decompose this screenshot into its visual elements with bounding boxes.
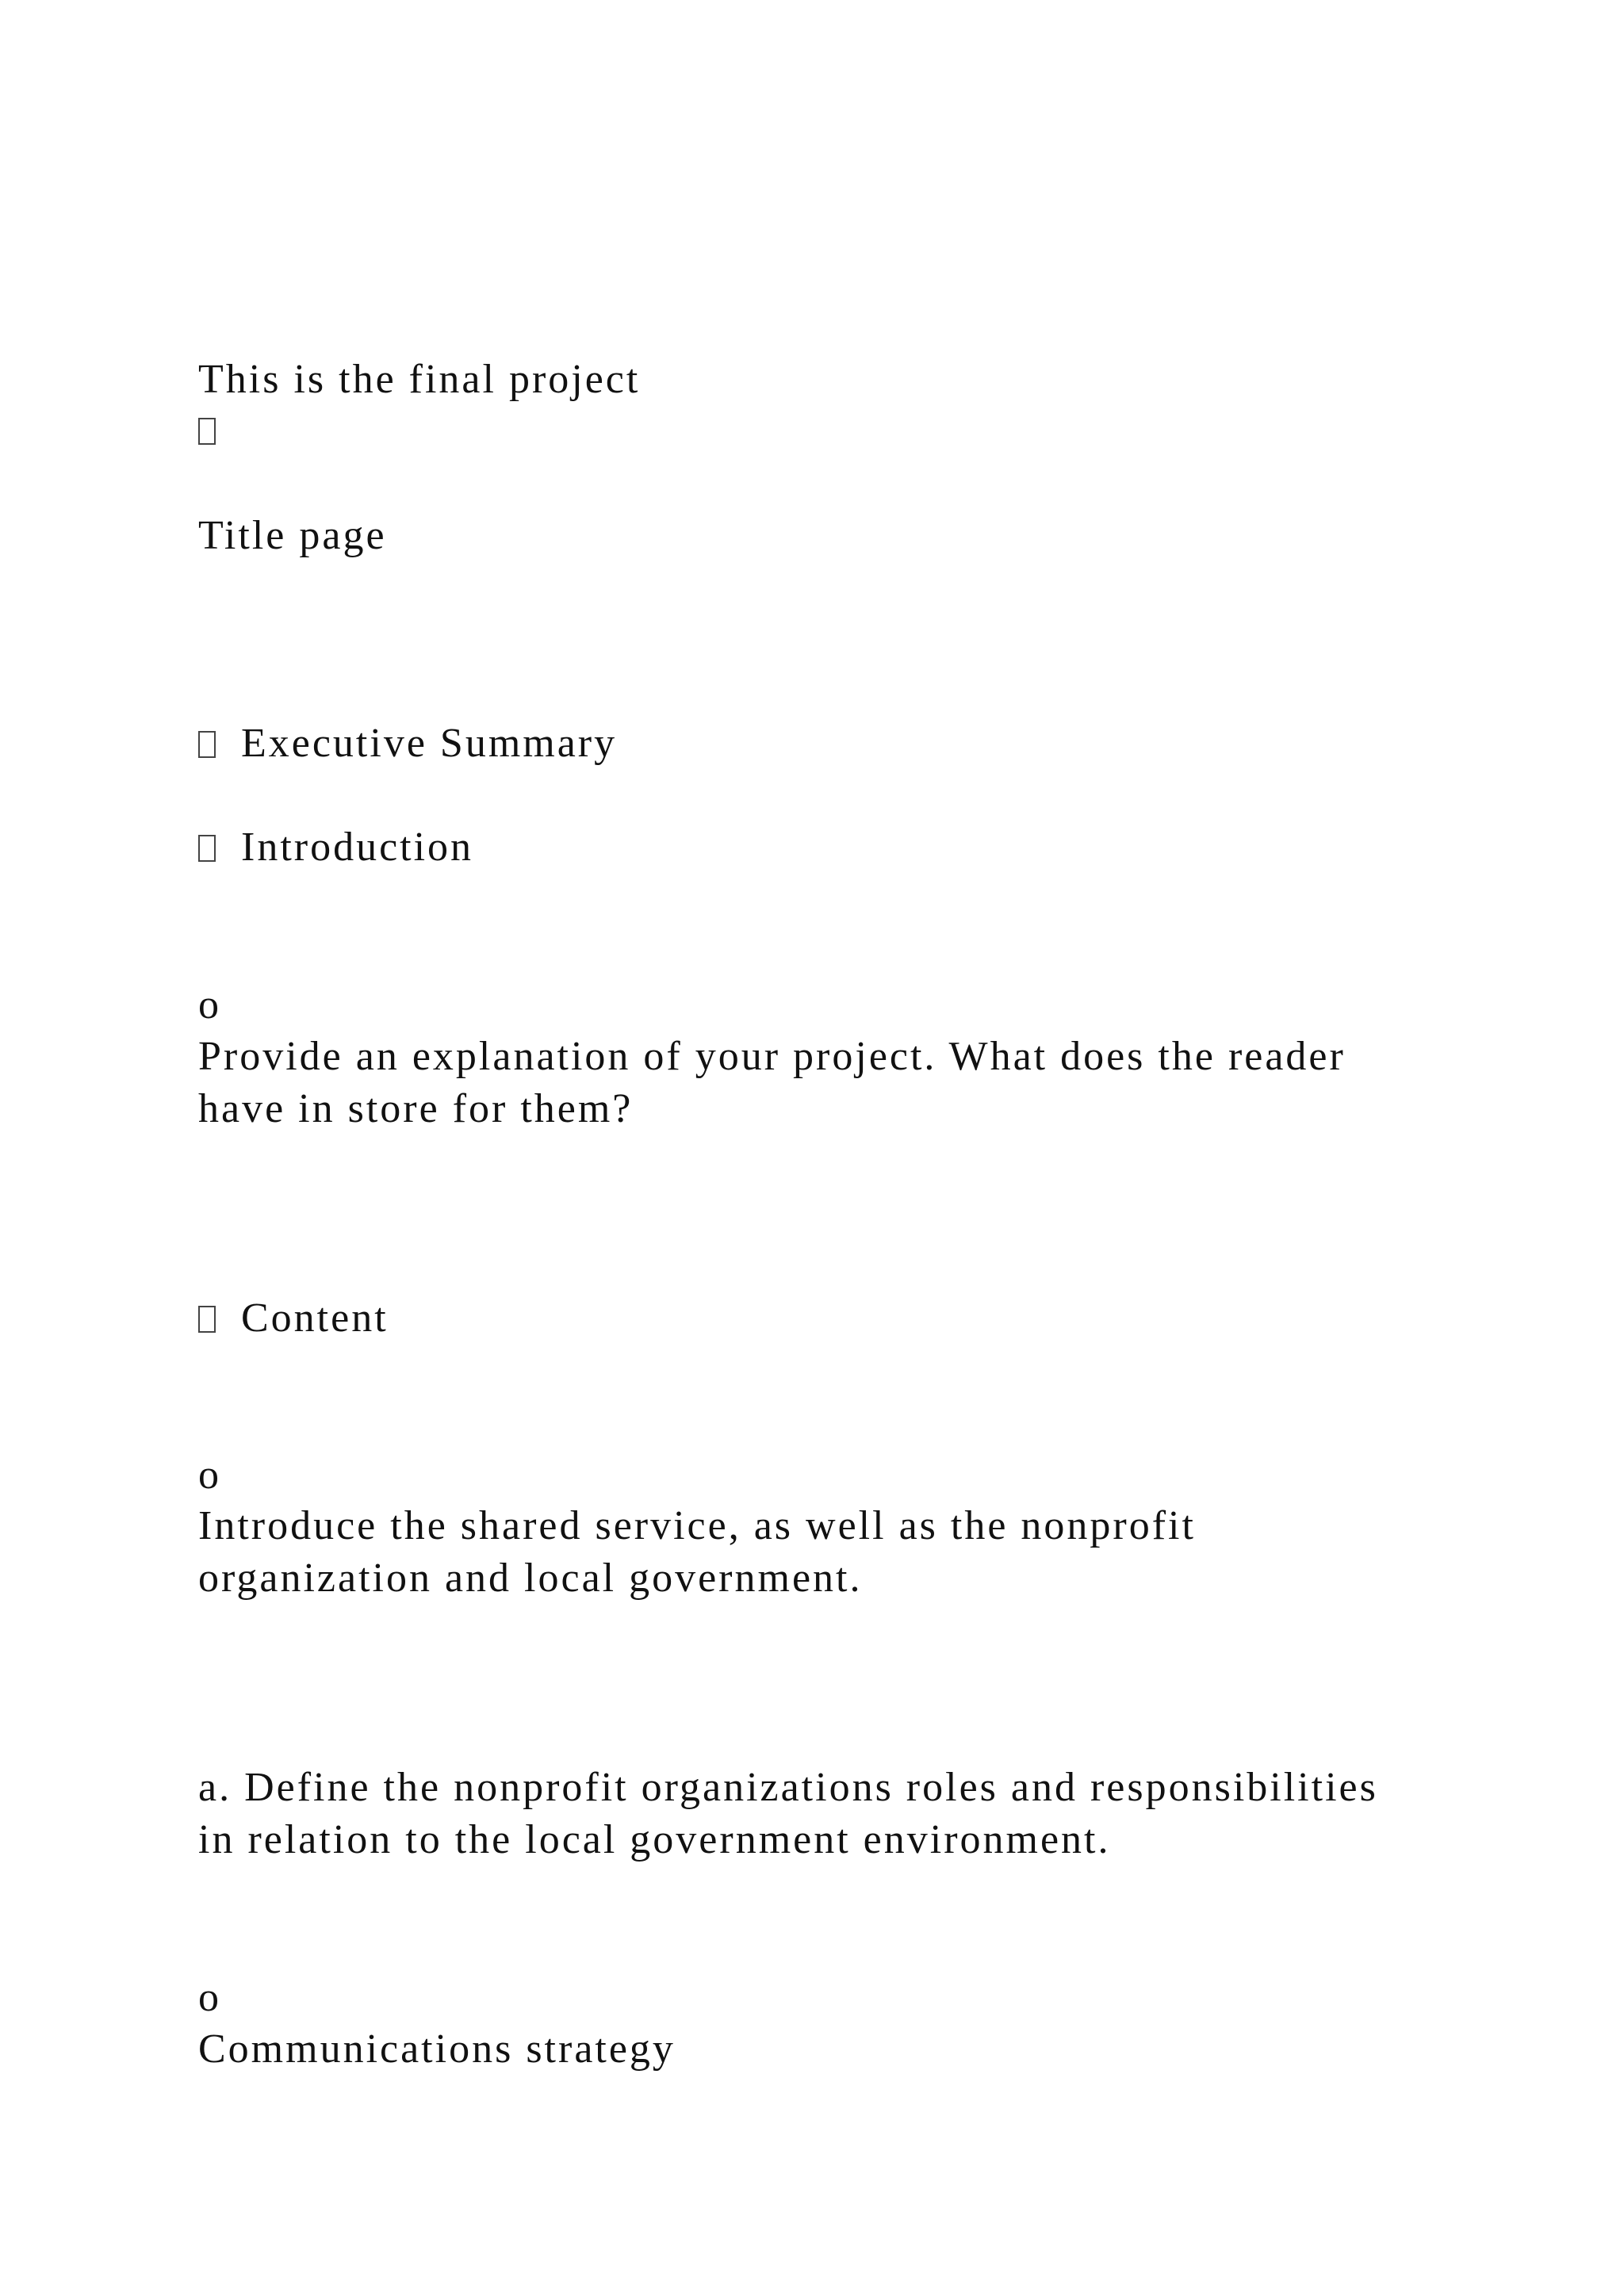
intro-marker: o bbox=[198, 982, 221, 1027]
content-text-line-2: organization and local government. bbox=[198, 1556, 863, 1601]
comms-text: Communications strategy bbox=[198, 2026, 676, 2072]
executive-summary-item bbox=[198, 718, 617, 770]
missing-glyph-line bbox=[198, 404, 216, 457]
introduction-label: Introduction bbox=[241, 825, 474, 870]
content-text-line-1: Introduce the shared service, as well as the nonprofit bbox=[198, 1503, 1196, 1548]
intro-text-line-1: Provide an explanation of your project. What does the reader bbox=[198, 1034, 1346, 1079]
title-page-heading: Title page bbox=[198, 513, 387, 558]
item-a-line-1: a. Define the nonprofit organizations roles and responsibilities bbox=[198, 1765, 1378, 1810]
introduction-item bbox=[198, 821, 473, 874]
content-marker: o bbox=[198, 1452, 221, 1498]
missing-glyph-icon bbox=[198, 1306, 216, 1333]
content-label: Content bbox=[241, 1295, 389, 1341]
missing-glyph-icon bbox=[198, 418, 216, 445]
intro-line: This is the final project bbox=[198, 357, 641, 402]
comms-marker: o bbox=[198, 1975, 221, 2020]
missing-glyph-icon bbox=[198, 731, 216, 758]
content-item bbox=[198, 1292, 389, 1345]
missing-glyph-icon bbox=[198, 835, 216, 862]
intro-text-line-2: have in store for them? bbox=[198, 1086, 634, 1131]
executive-summary-label: Executive Summary bbox=[241, 721, 618, 766]
item-a-line-2: in relation to the local government environment. bbox=[198, 1817, 1111, 1862]
